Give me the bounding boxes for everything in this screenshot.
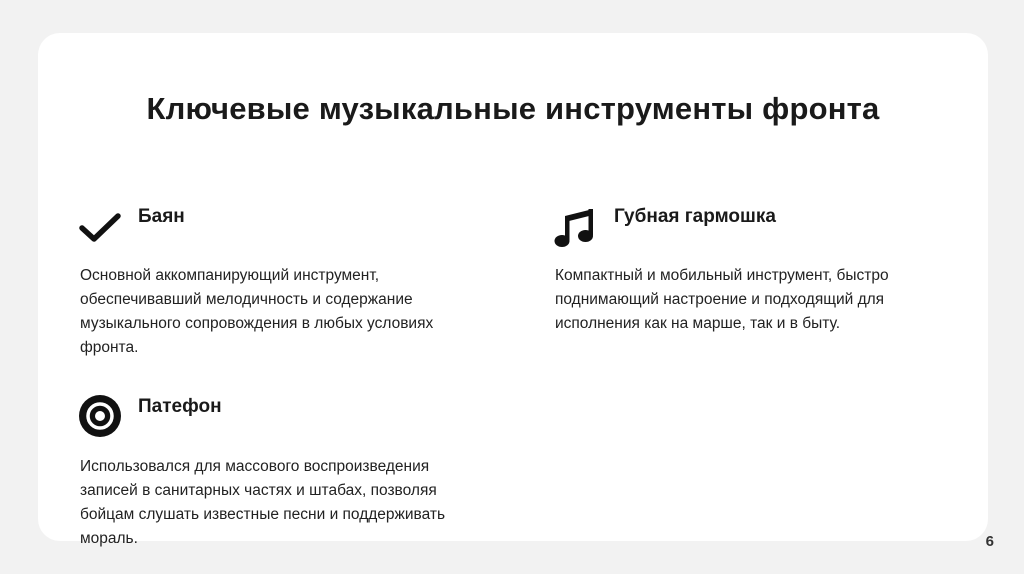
feature-title-harmonica: Губная гармошка (614, 206, 776, 227)
music-note-icon (553, 206, 599, 255)
feature-description-bayan: Основной аккомпанирующий инструмент, обеспечивавший мелодичность и содержание музыкального сопровождения в любых условиях фронта. (80, 267, 434, 356)
feature-title-bayan: Баян (138, 206, 185, 227)
feature-description-harmonica: Компактный и мобильный инструмент, быстро поднимающий настроение и подходящий для исполнения как на марше, так и в быту. (555, 267, 889, 332)
feature-title-gramophone: Патефон (138, 396, 222, 417)
feature-description-gramophone: Использовался для массового воспроизведения записей в санитарных частях и штабах, позволяя бойцам слушать известные песни и поддерживать мораль. (80, 458, 446, 547)
record-disc-icon (78, 394, 122, 443)
slide-title: Ключевые музыкальные инструменты фронта (146, 91, 880, 126)
page-number: 6 (985, 533, 994, 550)
checkmark-icon (78, 212, 124, 249)
